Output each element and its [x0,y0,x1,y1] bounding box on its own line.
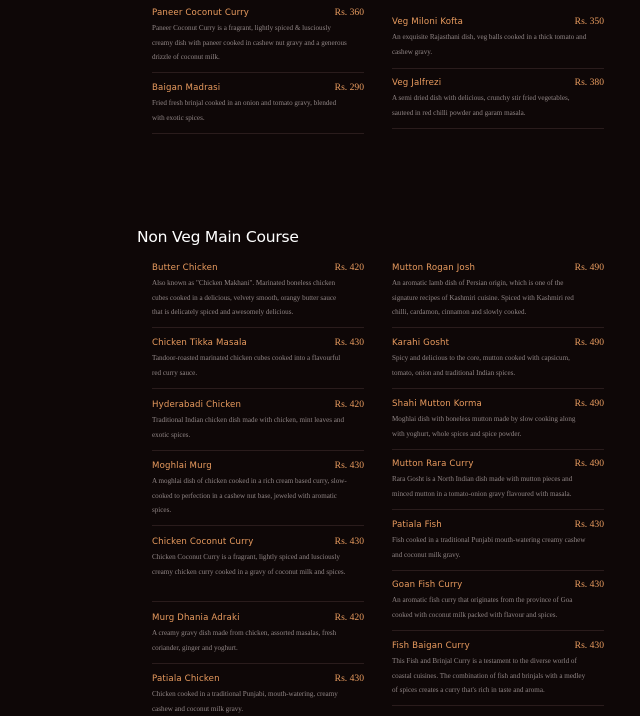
menu-item-description: Spicy and delicious to the core, mutton cooked with capsicum, tomato, onion and traditional Indian spices. [392,354,570,377]
menu-item-description: Chicken cooked in a traditional Punjabi, mouth-watering, creamy cashew and coconut milk gravy. [152,690,338,713]
menu-item-price: Rs. 430 [574,640,604,651]
menu-item-name: Moghlai Murg [152,461,212,471]
menu-item-name: Veg Miloni Kofta [392,17,464,27]
menu-item-price: Rs. 420 [334,399,364,410]
menu-item-name: Patiala Fish [392,520,442,530]
menu-item-price: Rs. 420 [334,262,364,273]
menu-item-description: A creamy gravy dish made from chicken, assorted masalas, fresh coriander, ginger and yoghurt. [152,629,337,652]
menu-item-price: Rs. 490 [574,337,604,348]
menu-item-description: Moghlai dish with boneless mutton made by slow cooking along with yoghurt, whole spices and spice powder. [392,415,576,438]
menu-item-name: Goan Fish Curry [392,580,463,590]
menu-item-description: An aromatic lamb dish of Persian origin, which is one of the signature recipes of Kashmiri cuisine. Spiced with Kashmiri red chilli, cardamon, cinnamon and slowly cooked. [392,279,574,316]
menu-item-name: Mutton Rara Curry [392,459,474,469]
menu-item [152,262,364,328]
menu-item-name: Veg Jalfrezi [392,78,442,88]
menu-item-price: Rs. 490 [574,458,604,469]
menu-item-price: Rs. 430 [334,673,364,684]
menu-item-description: This Fish and Brinjal Curry is a testament to the diverse world of coastal cuisines. The combination of fish and brinjals with a medley of spices creates a curry that's rich in taste and aroma. [392,657,586,694]
menu-item [152,612,364,664]
section-title: Non Veg Main Course [137,228,299,246]
menu-item-name: Hyderabadi Chicken [152,400,242,410]
menu-item-price: Rs. 360 [334,7,364,18]
menu-item-price: Rs. 430 [574,519,604,530]
menu-item-price: Rs. 290 [334,82,364,93]
menu-item-name: Baigan Madrasi [152,83,221,93]
menu-item-description: A moghlai dish of chicken cooked in a rich cream based curry, slow-cooked to perfection in a cashew nut base, jeweled with aromatic spices. [152,477,347,514]
menu-item-name: Paneer Coconut Curry [152,8,250,18]
menu-item-description: Paneer Coconut Curry is a fragrant, lightly spiced & lusciously creamy dish with paneer cooked in cashew nut gravy and a generous drizzle of coconut milk. [152,24,347,61]
menu-item [392,519,604,571]
menu-item-description: Tandoor-roasted marinated chicken cubes cooked into a flavourful red curry sauce. [152,354,341,377]
menu-item-description: Chicken Coconut Curry is a fragrant, lightly spiced and lusciously creamy chicken curry cooked in a gravy of coconut milk and spices. [152,553,346,576]
menu-item-name: Karahi Gosht [392,338,450,348]
menu-item-price: Rs. 420 [334,612,364,623]
menu-item [392,16,604,69]
menu-item-description: Rara Gosht is a North Indian dish made with mutton pieces and minced mutton in a tomato-onion gravy flavoured with masala. [392,475,573,498]
menu-item-description: Fried fresh brinjal cooked in an onion and tomato gravy, blended with exotic spices. [152,99,337,122]
menu-item-price: Rs. 380 [574,77,604,88]
menu-item-price: Rs. 350 [574,16,604,27]
menu-item-name: Murg Dhania Adraki [152,613,240,623]
menu-item-price: Rs. 490 [574,262,604,273]
menu-item-description: A semi dried dish with delicious, crunchy stir fried vegetables, sauteed in red chilli powder and garam masala. [392,94,570,117]
menu-item-name: Shahi Mutton Korma [392,399,482,409]
menu-item-name: Butter Chicken [152,263,218,273]
menu-item [392,579,604,631]
menu-item-name: Patiala Chicken [152,674,220,684]
menu-item-description: Also known as "Chicken Makhani". Marinated boneless chicken cubes cooked in a delicious, velvety smooth, orangy butter sauce that is delicately spiced and awesomely delicious. [152,279,337,316]
menu-item-price: Rs. 430 [334,337,364,348]
menu-item-description: Fish cooked in a traditional Punjabi mouth-watering creamy cashew and coconut milk gravy. [392,536,586,559]
menu-item [392,640,604,706]
menu-item-name: Chicken Tikka Masala [152,338,247,348]
menu-item-description: An exquisite Rajasthani dish, veg balls cooked in a thick tomato and cashew gravy. [392,33,587,56]
menu-item-name: Mutton Rogan Josh [392,263,476,273]
menu-item-description: An aromatic fish curry that originates from the province of Goa cooked with coconut milk packed with flavour and spices. [392,596,573,619]
menu-item [392,337,604,389]
menu-item-price: Rs. 430 [574,579,604,590]
menu-item [152,399,364,451]
menu-item-name: Fish Baigan Curry [392,641,470,651]
menu-item [392,398,604,450]
menu-item [152,7,364,73]
menu-item [392,262,604,328]
menu-item-name: Chicken Coconut Curry [152,537,254,547]
menu-item [152,536,364,602]
menu-item [392,77,604,129]
menu-item-price: Rs. 430 [334,536,364,547]
menu-item [152,337,364,389]
menu-item [152,82,364,134]
menu-item-price: Rs. 430 [334,460,364,471]
menu-item [392,458,604,510]
menu-item-price: Rs. 490 [574,398,604,409]
menu-item [152,460,364,526]
menu-item [152,673,364,711]
menu-item-description: Traditional Indian chicken dish made with chicken, mint leaves and exotic spices. [152,416,345,439]
